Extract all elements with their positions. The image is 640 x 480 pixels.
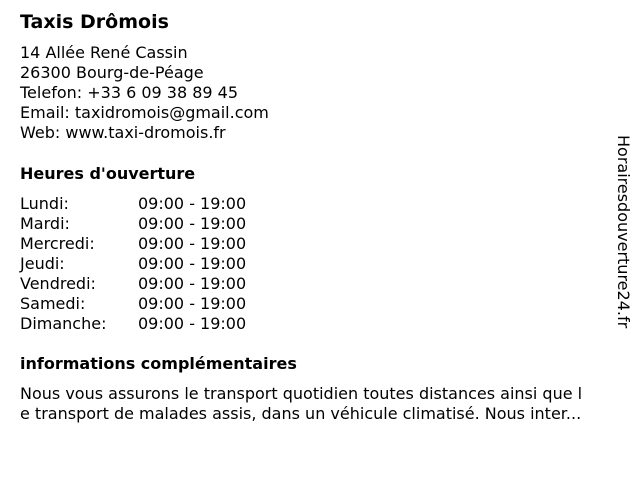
hours-row-friday [20,274,280,294]
hours-heading: Heures d'ouverture [20,164,196,183]
time-range: 09:00 - 19:00 [138,234,247,253]
day-label: Jeudi: [20,254,65,273]
hours-row-monday [20,194,280,214]
time-range: 09:00 - 19:00 [138,254,247,273]
info-line-2: e transport de malades assis, dans un véhicule climatisé. Nous inter... [20,404,582,423]
watermark-text: Horairesdouverture24.fr [614,135,633,329]
hours-row-sunday [20,314,280,334]
time-range: 09:00 - 19:00 [138,194,247,213]
day-label: Vendredi: [20,274,96,293]
business-name: Taxis Drômois [20,11,169,33]
address-street: 14 Allée René Cassin [20,43,188,62]
day-label: Mardi: [20,214,70,233]
time-range: 09:00 - 19:00 [138,314,247,333]
info-text [20,384,630,424]
time-range: 09:00 - 19:00 [138,274,247,293]
email-line: Email: taxidromois@gmail.com [20,103,269,122]
hours-row-saturday [20,294,280,314]
info-line-1: Nous vous assurons le transport quotidien toutes distances ainsi que l [20,384,583,403]
web-line: Web: www.taxi-dromois.fr [20,123,226,142]
day-label: Mercredi: [20,234,95,253]
time-range: 09:00 - 19:00 [138,294,247,313]
day-label: Dimanche: [20,314,107,333]
contact-block [20,43,269,143]
time-range: 09:00 - 19:00 [138,214,247,233]
hours-row-thursday [20,254,280,274]
phone-line: Telefon: +33 6 09 38 89 45 [20,83,239,102]
address-city: 26300 Bourg-de-Péage [20,63,204,82]
hours-row-wednesday [20,234,280,254]
day-label: Samedi: [20,294,86,313]
watermark [612,135,634,375]
hours-row-tuesday [20,214,280,234]
info-heading: informations complémentaires [20,354,297,373]
hours-table [20,194,280,334]
day-label: Lundi: [20,194,69,213]
